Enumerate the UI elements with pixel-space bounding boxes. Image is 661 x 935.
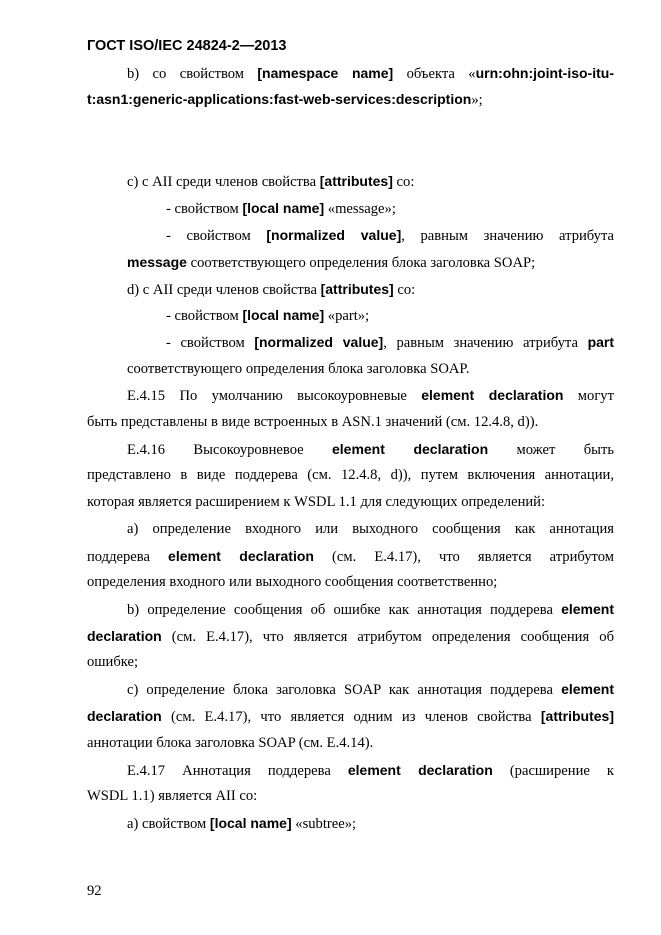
text-run: b) определение сообщения об ошибке как аннотация поддерева [127, 602, 562, 618]
term-bold: [attributes] [320, 281, 394, 297]
term-bold: declaration [87, 628, 162, 644]
text-run: со: [393, 282, 416, 298]
term-bold: element declaration [421, 387, 564, 403]
text-line [87, 413, 614, 431]
term-bold: element [561, 681, 614, 697]
text-run: E.4.15 По умолчанию высокоуровневые [127, 388, 422, 404]
term-bold: element declaration [347, 762, 493, 778]
term-bold: message [127, 254, 187, 270]
text-run: со: [392, 174, 415, 190]
text-line [127, 520, 614, 538]
text-run: b) со свойством [127, 66, 258, 82]
text-run: (см. E.4.17), что является одним из членов свойства [161, 709, 541, 725]
document-header: ГОСТ ISO/IEC 24824-2—2013 [87, 38, 287, 54]
text-line [87, 90, 614, 109]
text-run: E.4.17 Аннотация поддерева [127, 763, 348, 779]
text-run: WSDL 1.1) является AII со: [87, 788, 258, 804]
text-run: (расширение к [492, 763, 614, 779]
text-run: c) с AII среди членов свойства [127, 174, 320, 190]
text-line [87, 787, 614, 805]
text-run: - свойством [166, 228, 267, 244]
text-line [127, 680, 614, 699]
term-bold: [local name] [209, 815, 292, 831]
text-run: «part»; [324, 308, 370, 324]
text-line [127, 172, 614, 191]
text-run: «subtree»; [291, 816, 357, 832]
page-number: 92 [87, 883, 102, 899]
text-run: объекта « [393, 66, 476, 82]
text-line [87, 627, 614, 646]
text-run: - свойством [166, 308, 243, 324]
text-line [127, 253, 614, 272]
term-bold: [normalized value] [266, 227, 402, 243]
text-run: представлено в виде поддерева (см. 12.4.8, d)), путем включения аннотации, [87, 467, 614, 483]
text-line [127, 386, 614, 405]
text-run: - свойством [166, 201, 243, 217]
term-bold: element declaration [168, 548, 314, 564]
text-run: ошибке; [87, 654, 139, 670]
text-run: поддерева [87, 549, 169, 565]
term-bold: [local name] [242, 200, 325, 216]
text-line [166, 199, 614, 218]
text-run: , равным значению атрибута [401, 228, 615, 244]
text-run: c) определение блока заголовка SOAP как аннотация поддерева [127, 682, 562, 698]
text-run: быть представлены в виде встроенных в ASN.1 значений (см. 12.4.8, d)). [87, 414, 539, 430]
term-bold: [local name] [242, 307, 325, 323]
text-line [166, 226, 614, 245]
term-bold: [attributes] [540, 708, 614, 724]
text-line [127, 280, 614, 299]
text-run: могут [563, 388, 614, 404]
text-line [166, 306, 614, 325]
term-bold: declaration [87, 708, 162, 724]
text-line [87, 707, 614, 726]
term-bold: [attributes] [319, 173, 393, 189]
text-line [87, 466, 614, 484]
text-run: , равным значению атрибута [383, 335, 588, 351]
text-run: соответствующего определения блока заголовка SOAP. [127, 361, 470, 377]
text-run: a) определение входного или выходного сообщения как аннотация [127, 521, 614, 537]
text-line [127, 64, 614, 83]
text-run: аннотации блока заголовка SOAP (см. E.4.14). [87, 735, 374, 751]
text-line [127, 600, 614, 619]
term-bold: urn:ohn:joint-iso-itu- [475, 65, 614, 81]
text-line [127, 814, 614, 833]
term-bold: part [587, 334, 615, 350]
text-line [127, 440, 614, 459]
term-bold: t:asn1:generic-applications:fast-web-services:description [87, 91, 472, 107]
text-run: a) свойством [127, 816, 210, 832]
text-line [87, 493, 614, 511]
text-run: «message»; [324, 201, 396, 217]
text-line [87, 734, 614, 752]
text-run: d) с AII среди членов свойства [127, 282, 321, 298]
text-run: - свойством [166, 335, 255, 351]
text-run: может быть [488, 442, 614, 458]
text-run: (см. E.4.17), что является атрибутом определения сообщения об [161, 629, 614, 645]
text-line [87, 547, 614, 566]
term-bold: [namespace name] [257, 65, 394, 81]
term-bold: element declaration [331, 441, 489, 457]
term-bold: [normalized value] [254, 334, 384, 350]
text-run: соответствующего определения блока заголовка SOAP; [186, 255, 536, 271]
text-run: »; [471, 92, 483, 108]
text-line [87, 573, 614, 591]
text-line [87, 653, 614, 671]
text-line [166, 333, 614, 352]
text-run: которая является расширением к WSDL 1.1 для следующих определений: [87, 494, 546, 510]
term-bold: element [561, 601, 614, 617]
text-run: E.4.16 Высокоуровневое [127, 442, 332, 458]
text-run: (см. E.4.17), что является атрибутом [313, 549, 614, 565]
text-line [127, 360, 614, 378]
text-run: определения входного или выходного сообщения соответственно; [87, 574, 498, 590]
text-line [127, 761, 614, 780]
